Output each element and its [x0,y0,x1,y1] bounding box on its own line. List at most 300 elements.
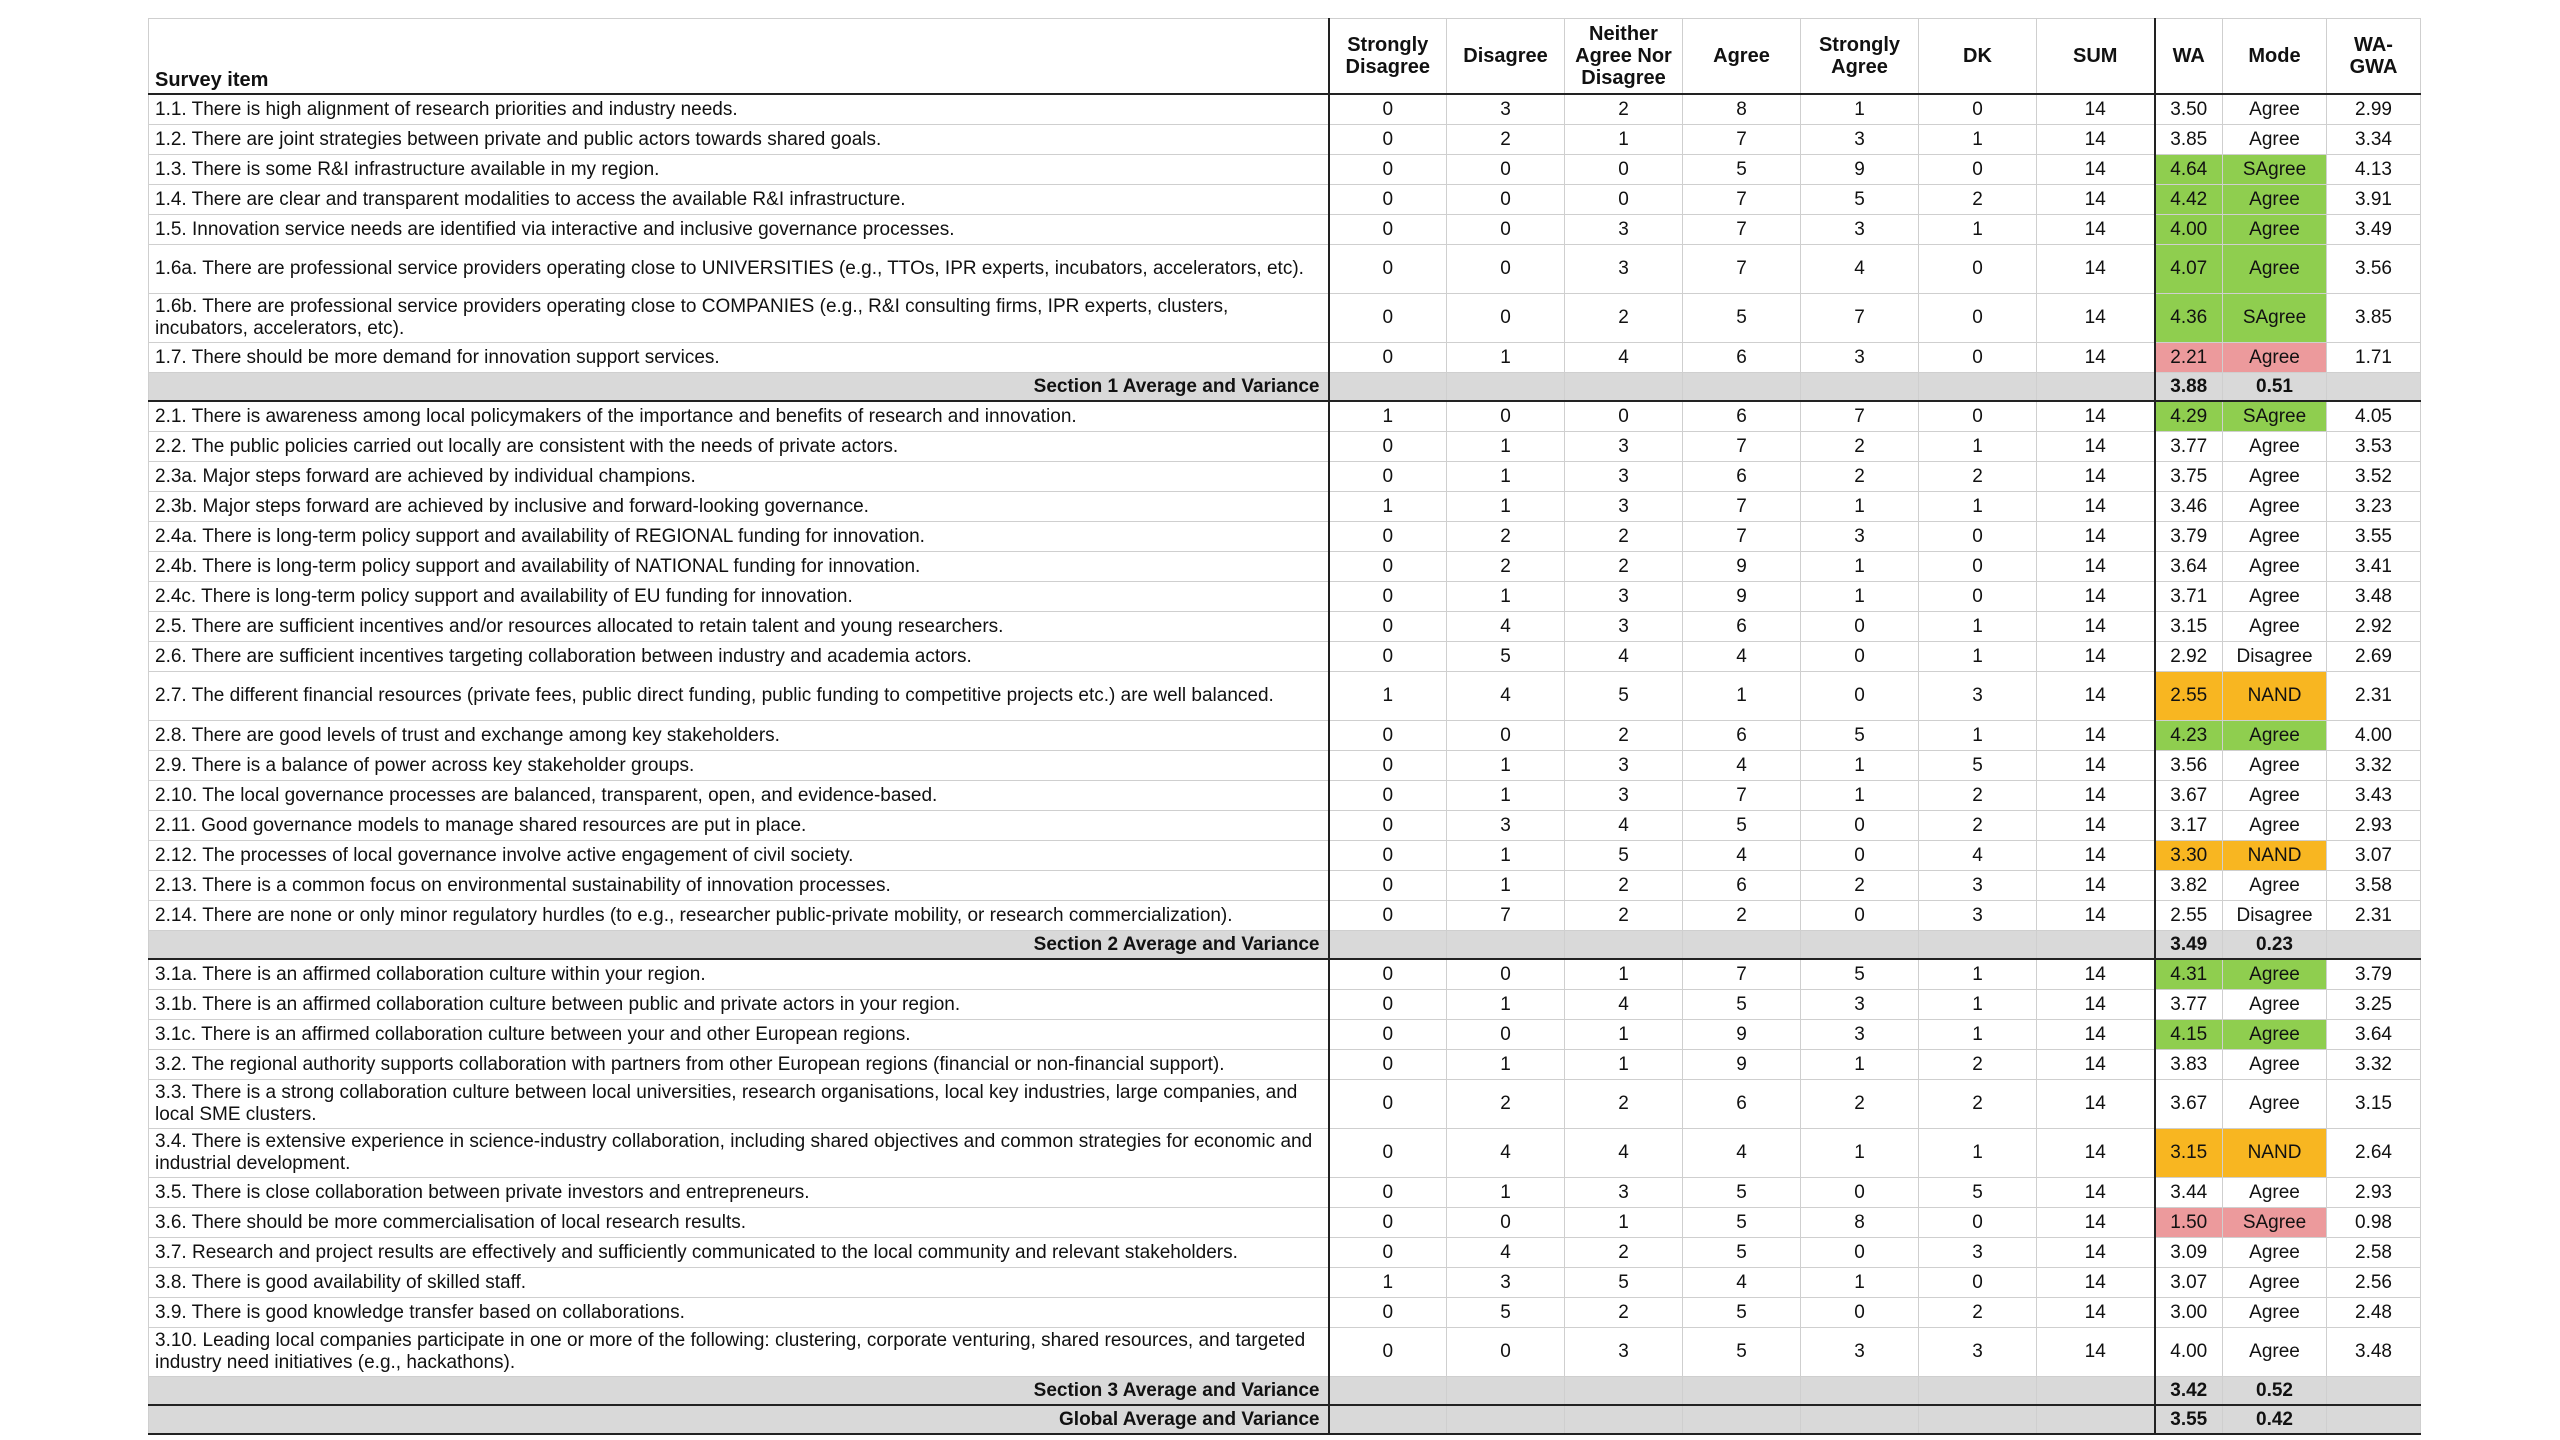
strongly-disagree-cell: 0 [1329,1129,1447,1178]
neither-cell: 2 [1565,901,1683,931]
sum-cell: 14 [2037,552,2155,582]
empty-cell [1801,1377,1919,1406]
sum-cell: 14 [2037,612,2155,642]
section-summary-row [149,931,2421,960]
dk-cell: 0 [1919,343,2037,373]
table-row [149,343,2421,373]
wa-gwa-cell: 2.92 [2327,612,2421,642]
strongly-disagree-cell: 0 [1329,343,1447,373]
table-row [149,811,2421,841]
strongly-agree-cell: 3 [1801,522,1919,552]
survey-item-cell: 1.6a. There are professional service providers operating close to UNIVERSITIES (e.g., TTOs, IPR experts, incubators, accelerators, etc). [149,245,1329,294]
disagree-cell: 0 [1447,721,1565,751]
mode-cell: SAgree [2223,401,2327,432]
wa-cell: 3.75 [2155,462,2223,492]
mode-cell: Agree [2223,1268,2327,1298]
wa-gwa-cell: 3.48 [2327,582,2421,612]
mode-cell: NAND [2223,672,2327,721]
strongly-disagree-cell: 0 [1329,1050,1447,1080]
header-agree: Agree [1683,19,1801,95]
mode-cell: NAND [2223,841,2327,871]
mode-cell: Agree [2223,751,2327,781]
neither-cell: 4 [1565,642,1683,672]
sum-cell: 14 [2037,959,2155,990]
mode-cell: Agree [2223,462,2327,492]
wa-gwa-cell: 4.00 [2327,721,2421,751]
table-row [149,155,2421,185]
dk-cell: 1 [1919,125,2037,155]
strongly-agree-cell: 4 [1801,245,1919,294]
sum-cell: 14 [2037,492,2155,522]
wa-cell: 4.00 [2155,215,2223,245]
dk-cell: 0 [1919,552,2037,582]
strongly-agree-cell: 3 [1801,125,1919,155]
wa-gwa-cell: 2.64 [2327,1129,2421,1178]
table-body [149,94,2421,1434]
empty-cell [1801,931,1919,960]
sum-cell: 14 [2037,721,2155,751]
empty-cell [1919,373,2037,402]
strongly-disagree-cell: 1 [1329,401,1447,432]
empty-cell [2327,1405,2421,1434]
header-strongly-agree: Strongly Agree [1801,19,1919,95]
strongly-agree-cell: 7 [1801,294,1919,343]
empty-cell [1447,1405,1565,1434]
table-row [149,1129,2421,1178]
dk-cell: 1 [1919,432,2037,462]
disagree-cell: 4 [1447,612,1565,642]
wa-cell: 3.64 [2155,552,2223,582]
mode-cell: Agree [2223,612,2327,642]
disagree-cell: 0 [1447,1020,1565,1050]
disagree-cell: 0 [1447,959,1565,990]
table-row [149,401,2421,432]
empty-cell [1683,1405,1801,1434]
dk-cell: 1 [1919,642,2037,672]
agree-cell: 5 [1683,1178,1801,1208]
agree-cell: 4 [1683,1129,1801,1178]
mode-cell: Agree [2223,1298,2327,1328]
empty-cell [1447,373,1565,402]
strongly-disagree-cell: 0 [1329,811,1447,841]
wa-cell: 4.31 [2155,959,2223,990]
wa-cell: 3.82 [2155,871,2223,901]
table-row [149,841,2421,871]
table-row [149,1268,2421,1298]
strongly-disagree-cell: 0 [1329,185,1447,215]
wa-gwa-cell: 1.71 [2327,343,2421,373]
disagree-cell: 1 [1447,841,1565,871]
disagree-cell: 4 [1447,672,1565,721]
dk-cell: 2 [1919,781,2037,811]
strongly-disagree-cell: 0 [1329,294,1447,343]
wa-gwa-cell: 3.79 [2327,959,2421,990]
agree-cell: 6 [1683,871,1801,901]
wa-gwa-cell: 2.31 [2327,901,2421,931]
neither-cell: 3 [1565,612,1683,642]
table-row [149,672,2421,721]
strongly-disagree-cell: 0 [1329,155,1447,185]
survey-item-cell: 2.11. Good governance models to manage shared resources are put in place. [149,811,1329,841]
wa-cell: 3.67 [2155,781,2223,811]
neither-cell: 1 [1565,1050,1683,1080]
wa-cell: 3.44 [2155,1178,2223,1208]
disagree-cell: 0 [1447,245,1565,294]
wa-gwa-cell: 3.25 [2327,990,2421,1020]
wa-cell: 3.07 [2155,1268,2223,1298]
wa-gwa-cell: 2.93 [2327,1178,2421,1208]
wa-cell: 3.46 [2155,492,2223,522]
sum-cell: 14 [2037,1020,2155,1050]
mode-cell: Agree [2223,1080,2327,1129]
table-row [149,215,2421,245]
header-wa-gwa: WA-GWA [2327,19,2421,95]
mode-cell: NAND [2223,1129,2327,1178]
strongly-disagree-cell: 1 [1329,672,1447,721]
agree-cell: 5 [1683,294,1801,343]
header-sum: SUM [2037,19,2155,95]
disagree-cell: 1 [1447,462,1565,492]
strongly-agree-cell: 0 [1801,841,1919,871]
sum-cell: 14 [2037,1050,2155,1080]
survey-item-cell: 1.4. There are clear and transparent modalities to access the available R&I infrastructure. [149,185,1329,215]
disagree-cell: 2 [1447,552,1565,582]
sum-cell: 14 [2037,582,2155,612]
wa-gwa-cell: 3.91 [2327,185,2421,215]
table-row [149,990,2421,1020]
table-row [149,901,2421,931]
dk-cell: 0 [1919,245,2037,294]
mode-cell: Agree [2223,1178,2327,1208]
sum-cell: 14 [2037,1268,2155,1298]
empty-cell [1683,373,1801,402]
mode-cell: Agree [2223,552,2327,582]
sum-cell: 14 [2037,901,2155,931]
strongly-disagree-cell: 0 [1329,1208,1447,1238]
section-average-cell: 3.55 [2155,1405,2223,1434]
dk-cell: 5 [1919,751,2037,781]
dk-cell: 1 [1919,721,2037,751]
survey-item-cell: 2.13. There is a common focus on environmental sustainability of innovation processes. [149,871,1329,901]
strongly-disagree-cell: 0 [1329,462,1447,492]
neither-cell: 3 [1565,462,1683,492]
strongly-disagree-cell: 0 [1329,721,1447,751]
header-wa: WA [2155,19,2223,95]
dk-cell: 2 [1919,1050,2037,1080]
wa-cell: 2.55 [2155,901,2223,931]
survey-item-cell: 2.4a. There is long-term policy support and availability of REGIONAL funding for innovation. [149,522,1329,552]
survey-item-cell: 3.9. There is good knowledge transfer based on collaborations. [149,1298,1329,1328]
mode-cell: Agree [2223,1020,2327,1050]
strongly-agree-cell: 1 [1801,781,1919,811]
disagree-cell: 1 [1447,582,1565,612]
empty-cell [2327,1377,2421,1406]
section-variance-cell: 0.42 [2223,1405,2327,1434]
agree-cell: 4 [1683,841,1801,871]
table-row [149,94,2421,125]
strongly-disagree-cell: 1 [1329,1268,1447,1298]
disagree-cell: 1 [1447,871,1565,901]
strongly-agree-cell: 0 [1801,811,1919,841]
sum-cell: 14 [2037,155,2155,185]
empty-cell [1565,373,1683,402]
empty-cell [2037,1405,2155,1434]
empty-cell [1801,373,1919,402]
wa-gwa-cell: 2.69 [2327,642,2421,672]
sum-cell: 14 [2037,1208,2155,1238]
sum-cell: 14 [2037,642,2155,672]
disagree-cell: 1 [1447,1178,1565,1208]
agree-cell: 8 [1683,94,1801,125]
survey-item-cell: 1.1. There is high alignment of research priorities and industry needs. [149,94,1329,125]
strongly-agree-cell: 1 [1801,94,1919,125]
agree-cell: 4 [1683,642,1801,672]
strongly-disagree-cell: 0 [1329,751,1447,781]
survey-item-cell: 3.2. The regional authority supports collaboration with partners from other European regions (financial or non-financial support). [149,1050,1329,1080]
dk-cell: 2 [1919,1080,2037,1129]
sum-cell: 14 [2037,1129,2155,1178]
wa-cell: 3.77 [2155,990,2223,1020]
wa-cell: 2.55 [2155,672,2223,721]
wa-cell: 3.15 [2155,1129,2223,1178]
neither-cell: 2 [1565,294,1683,343]
header-mode: Mode [2223,19,2327,95]
agree-cell: 7 [1683,215,1801,245]
survey-item-cell: 1.3. There is some R&I infrastructure available in my region. [149,155,1329,185]
header-strongly-disagree: Strongly Disagree [1329,19,1447,95]
agree-cell: 6 [1683,401,1801,432]
wa-cell: 3.30 [2155,841,2223,871]
table-row [149,245,2421,294]
wa-cell: 4.23 [2155,721,2223,751]
wa-gwa-cell: 3.56 [2327,245,2421,294]
table-row [149,1238,2421,1268]
wa-cell: 4.42 [2155,185,2223,215]
dk-cell: 1 [1919,959,2037,990]
section-summary-row [149,373,2421,402]
sum-cell: 14 [2037,294,2155,343]
wa-gwa-cell: 3.58 [2327,871,2421,901]
neither-cell: 4 [1565,811,1683,841]
mode-cell: SAgree [2223,294,2327,343]
survey-item-cell: 2.8. There are good levels of trust and exchange among key stakeholders. [149,721,1329,751]
survey-item-cell: 1.6b. There are professional service providers operating close to COMPANIES (e.g., R&I consulting firms, IPR experts, clusters, incubators, accelerators, etc). [149,294,1329,343]
wa-gwa-cell: 3.32 [2327,751,2421,781]
disagree-cell: 0 [1447,294,1565,343]
disagree-cell: 0 [1447,1328,1565,1377]
wa-gwa-cell: 3.23 [2327,492,2421,522]
table-row [149,522,2421,552]
agree-cell: 6 [1683,462,1801,492]
wa-gwa-cell: 3.48 [2327,1328,2421,1377]
neither-cell: 2 [1565,871,1683,901]
section-variance-cell: 0.51 [2223,373,2327,402]
dk-cell: 0 [1919,1268,2037,1298]
strongly-agree-cell: 1 [1801,1050,1919,1080]
strongly-agree-cell: 0 [1801,642,1919,672]
wa-gwa-cell: 2.31 [2327,672,2421,721]
dk-cell: 3 [1919,901,2037,931]
strongly-agree-cell: 9 [1801,155,1919,185]
dk-cell: 2 [1919,1298,2037,1328]
empty-cell [1447,1377,1565,1406]
disagree-cell: 2 [1447,522,1565,552]
wa-cell: 2.92 [2155,642,2223,672]
strongly-agree-cell: 1 [1801,1129,1919,1178]
section-summary-label: Global Average and Variance [149,1405,1329,1434]
mode-cell: SAgree [2223,1208,2327,1238]
disagree-cell: 0 [1447,401,1565,432]
header-survey-item: Survey item [149,19,1329,95]
empty-cell [1565,1377,1683,1406]
mode-cell: Agree [2223,871,2327,901]
mode-cell: Agree [2223,343,2327,373]
agree-cell: 9 [1683,552,1801,582]
neither-cell: 3 [1565,751,1683,781]
wa-gwa-cell: 2.58 [2327,1238,2421,1268]
header-neither: Neither Agree Nor Disagree [1565,19,1683,95]
disagree-cell: 3 [1447,1268,1565,1298]
survey-item-cell: 3.1b. There is an affirmed collaboration culture between public and private actors in your region. [149,990,1329,1020]
table-row [149,751,2421,781]
agree-cell: 6 [1683,612,1801,642]
empty-cell [1919,1377,2037,1406]
sum-cell: 14 [2037,522,2155,552]
strongly-agree-cell: 2 [1801,871,1919,901]
table-row [149,721,2421,751]
neither-cell: 3 [1565,781,1683,811]
dk-cell: 0 [1919,1208,2037,1238]
mode-cell: Agree [2223,94,2327,125]
empty-cell [1329,373,1447,402]
neither-cell: 0 [1565,401,1683,432]
section-variance-cell: 0.52 [2223,1377,2327,1406]
survey-item-cell: 2.10. The local governance processes are balanced, transparent, open, and evidence-based. [149,781,1329,811]
disagree-cell: 1 [1447,751,1565,781]
survey-item-cell: 3.10. Leading local companies participate in one or more of the following: clustering, corporate venturing, shared resources, and targeted industry need initiatives (e.g., hackathons). [149,1328,1329,1377]
neither-cell: 1 [1565,959,1683,990]
table-row [149,871,2421,901]
neither-cell: 3 [1565,245,1683,294]
table-row [149,1298,2421,1328]
disagree-cell: 0 [1447,155,1565,185]
empty-cell [2327,931,2421,960]
strongly-agree-cell: 8 [1801,1208,1919,1238]
agree-cell: 1 [1683,672,1801,721]
wa-gwa-cell: 2.93 [2327,811,2421,841]
wa-cell: 3.71 [2155,582,2223,612]
strongly-disagree-cell: 0 [1329,1298,1447,1328]
strongly-agree-cell: 0 [1801,901,1919,931]
strongly-agree-cell: 3 [1801,1328,1919,1377]
section-average-cell: 3.88 [2155,373,2223,402]
table-row [149,959,2421,990]
agree-cell: 2 [1683,901,1801,931]
agree-cell: 5 [1683,1328,1801,1377]
survey-item-cell: 3.6. There should be more commercialisation of local research results. [149,1208,1329,1238]
strongly-agree-cell: 0 [1801,1178,1919,1208]
agree-cell: 6 [1683,721,1801,751]
survey-table-container [148,18,2420,1435]
disagree-cell: 3 [1447,811,1565,841]
strongly-agree-cell: 1 [1801,751,1919,781]
disagree-cell: 0 [1447,215,1565,245]
strongly-disagree-cell: 0 [1329,642,1447,672]
strongly-agree-cell: 2 [1801,1080,1919,1129]
wa-cell: 4.36 [2155,294,2223,343]
mode-cell: SAgree [2223,155,2327,185]
agree-cell: 5 [1683,811,1801,841]
header-dk: DK [1919,19,2037,95]
wa-cell: 3.15 [2155,612,2223,642]
agree-cell: 7 [1683,432,1801,462]
wa-gwa-cell: 3.41 [2327,552,2421,582]
agree-cell: 7 [1683,522,1801,552]
strongly-disagree-cell: 0 [1329,582,1447,612]
agree-cell: 5 [1683,155,1801,185]
empty-cell [2037,931,2155,960]
table-row [149,642,2421,672]
strongly-agree-cell: 1 [1801,1268,1919,1298]
survey-item-cell: 2.4c. There is long-term policy support and availability of EU funding for innovation. [149,582,1329,612]
survey-item-cell: 1.2. There are joint strategies between private and public actors towards shared goals. [149,125,1329,155]
strongly-disagree-cell: 0 [1329,125,1447,155]
survey-item-cell: 3.4. There is extensive experience in science-industry collaboration, including shared objectives and common strategies for economic and industrial development. [149,1129,1329,1178]
empty-cell [1329,1377,1447,1406]
neither-cell: 0 [1565,155,1683,185]
table-row [149,462,2421,492]
table-row [149,125,2421,155]
survey-item-cell: 2.9. There is a balance of power across key stakeholder groups. [149,751,1329,781]
neither-cell: 3 [1565,1328,1683,1377]
strongly-disagree-cell: 0 [1329,94,1447,125]
dk-cell: 2 [1919,811,2037,841]
mode-cell: Agree [2223,522,2327,552]
strongly-disagree-cell: 0 [1329,245,1447,294]
survey-item-cell: 1.7. There should be more demand for innovation support services. [149,343,1329,373]
survey-item-cell: 2.3a. Major steps forward are achieved by individual champions. [149,462,1329,492]
empty-cell [1683,1377,1801,1406]
dk-cell: 0 [1919,155,2037,185]
wa-cell: 2.21 [2155,343,2223,373]
wa-gwa-cell: 0.98 [2327,1208,2421,1238]
wa-cell: 3.56 [2155,751,2223,781]
strongly-agree-cell: 5 [1801,721,1919,751]
sum-cell: 14 [2037,401,2155,432]
dk-cell: 0 [1919,522,2037,552]
strongly-agree-cell: 0 [1801,672,1919,721]
neither-cell: 2 [1565,721,1683,751]
sum-cell: 14 [2037,1238,2155,1268]
empty-cell [2037,373,2155,402]
section-average-cell: 3.42 [2155,1377,2223,1406]
sum-cell: 14 [2037,871,2155,901]
mode-cell: Agree [2223,185,2327,215]
empty-cell [1919,1405,2037,1434]
strongly-disagree-cell: 0 [1329,781,1447,811]
strongly-disagree-cell: 0 [1329,841,1447,871]
neither-cell: 2 [1565,522,1683,552]
wa-gwa-cell: 3.32 [2327,1050,2421,1080]
header-row [149,19,2421,95]
strongly-disagree-cell: 0 [1329,990,1447,1020]
dk-cell: 1 [1919,215,2037,245]
sum-cell: 14 [2037,751,2155,781]
wa-cell: 3.85 [2155,125,2223,155]
neither-cell: 4 [1565,1129,1683,1178]
section-summary-row [149,1377,2421,1406]
strongly-disagree-cell: 0 [1329,1080,1447,1129]
